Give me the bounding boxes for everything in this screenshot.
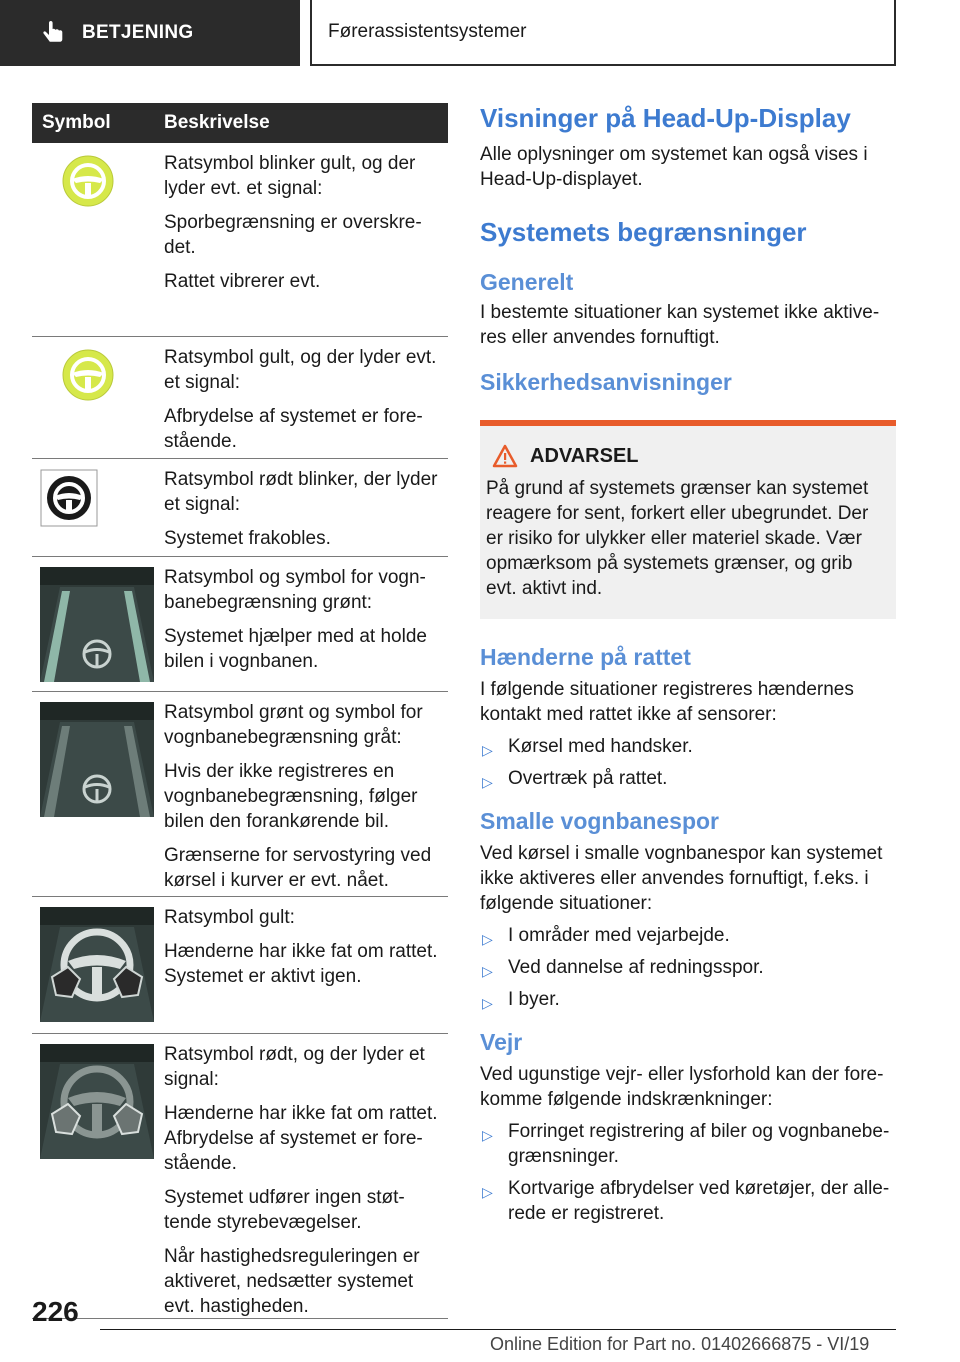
bullet-triangle-icon: ▷ — [482, 1184, 493, 1200]
row-text: Ratsymbol gult, og der lyder evt. et signal: — [164, 347, 437, 393]
column-header-symbol: Symbol — [42, 112, 111, 133]
paragraph-narrow-lanes: Ved kørsel i smalle vognbanespor kan systemet ikke aktiveres eller anvendes fornuftigt, f.eks. i følgende situationer: — [480, 843, 883, 914]
table-row — [32, 459, 448, 557]
paragraph-weather: Ved ugunstige vejr- eller lysforhold kan der fore-komme følgende indskrænkninger: — [480, 1064, 884, 1110]
row-text: Rattet vibrerer evt. — [164, 271, 321, 292]
warning-box — [480, 420, 896, 619]
list-item: ▷ Kortvarige afbrydelser ved køretøjer, der alle-rede er registreret. — [482, 1178, 890, 1224]
warning-text: På grund af systemets grænser kan systemet reagere for sent, forkert eller ubegrundet. Der er risiko for ulykker eller materiel skade. Vær opmærksom på systemets grænser, og grib evt. aktivt ind. — [486, 478, 869, 599]
row-text: Ratsymbol gult: — [164, 907, 295, 928]
row-text: Ratsymbol rødt blinker, der lyder et signal: — [164, 469, 438, 515]
hand-pointer-icon — [40, 20, 66, 46]
bullet-triangle-icon: ▷ — [482, 931, 493, 947]
table-row — [32, 692, 448, 897]
row-text: Grænserne for servostyring ved kørsel i kurver er evt. nået. — [164, 845, 432, 891]
heading-safety: Sikkerhedsanvisninger — [480, 369, 732, 395]
heading-head-up-display: Visninger på Head-Up-Display — [480, 103, 851, 133]
row-text: Ratsymbol grønt og symbol for vognbanebegrænsning gråt: — [164, 702, 423, 748]
row-text: Afbrydelse af systemet er fore-stående. — [164, 406, 423, 452]
row-text: Systemet hjælper med at holde bilen i vognbanen. — [164, 626, 427, 672]
list-item: ▷ Kørsel med handsker. — [480, 734, 896, 759]
row-text: Hænderne har ikke fat om rattet. Systemet er aktivt igen. — [164, 941, 438, 987]
hands-on-wheel-red-icon — [40, 1044, 154, 1159]
bullet-triangle-icon: ▷ — [482, 742, 493, 758]
heading-narrow-lanes: Smalle vognbanespor — [480, 808, 720, 834]
row-text: Hvis der ikke registreres en vognbanebegrænsning, følger bilen den forankørende bil. — [164, 761, 418, 832]
heading-general: Generelt — [480, 269, 574, 295]
bullet-triangle-icon: ▷ — [482, 995, 493, 1011]
page-number: 226 — [32, 1296, 79, 1327]
row-text: Ratsymbol blinker gult, og der lyder evt. et signal: — [164, 153, 416, 199]
steering-wheel-yellow-icon — [40, 347, 144, 407]
paragraph-head-up-display: Alle oplysninger om systemet kan også vises i Head-Up-displayet. — [480, 144, 868, 190]
bullet-triangle-icon: ▷ — [482, 774, 493, 790]
row-text: Når hastighedsreguleringen er aktiveret, nedsætter systemet evt. hastigheden. — [164, 1246, 420, 1317]
heading-hands-on-wheel: Hænderne på rattet — [480, 644, 691, 670]
narrow-list — [480, 923, 896, 1012]
chapter-title: Førerassistentsystemer — [328, 21, 527, 42]
lane-green-wheel-icon — [40, 567, 154, 682]
row-text: Ratsymbol rødt, og der lyder et signal: — [164, 1044, 425, 1090]
paragraph-hands-on-wheel: I følgende situationer registreres hændernes kontakt med rattet ikke af sensorer: — [480, 679, 854, 725]
list-item: ▷ Overtræk på rattet. — [480, 766, 896, 791]
column-header-description: Beskrivelse — [164, 112, 270, 133]
table-row — [32, 337, 448, 459]
table-row — [32, 557, 448, 692]
heading-system-limits: Systemets begrænsninger — [480, 217, 807, 247]
list-item: ▷ Ved dannelse af redningsspor. — [480, 955, 896, 980]
table-row — [32, 1034, 448, 1319]
lane-gray-wheel-icon — [40, 702, 154, 817]
paragraph-general: I bestemte situationer kan systemet ikke aktive-res eller anvendes fornuftigt. — [480, 302, 880, 348]
table-row — [32, 143, 448, 337]
steering-wheel-black-icon — [40, 469, 98, 527]
row-text: Sporbegrænsning er overskre-det. — [164, 212, 422, 258]
row-text: Systemet udfører ingen støt-tende styrebevægelser. — [164, 1187, 405, 1233]
symbol-table — [32, 103, 448, 1319]
hands-on-wheel-icon — [40, 907, 154, 1022]
row-text: Systemet frakobles. — [164, 528, 331, 549]
warning-title: ADVARSEL — [530, 444, 639, 467]
footer-edition: Online Edition for Part no. 01402666875 - VI/19 — [490, 1334, 870, 1354]
bullet-triangle-icon: ▷ — [482, 963, 493, 979]
right-column — [480, 100, 896, 1226]
warning-triangle-icon — [492, 444, 518, 468]
footer-divider — [100, 1329, 896, 1330]
steering-wheel-yellow-icon — [40, 153, 144, 213]
weather-list — [480, 1119, 896, 1226]
table-row — [32, 897, 448, 1034]
chapter-title-box — [310, 0, 896, 66]
table-header — [32, 103, 448, 143]
hands-list — [480, 734, 896, 791]
list-item: ▷ Forringet registrering af biler og vognbanebe-grænsninger. — [482, 1121, 890, 1167]
bullet-triangle-icon: ▷ — [482, 1127, 493, 1143]
section-label: BETJENING — [82, 22, 194, 43]
section-tab — [0, 0, 300, 66]
heading-weather: Vejr — [480, 1029, 523, 1055]
list-item: ▷ I områder med vejarbejde. — [480, 923, 896, 948]
row-text: Hænderne har ikke fat om rattet. Afbrydelse af systemet er fore-stående. — [164, 1103, 438, 1174]
list-item: ▷ I byer. — [480, 987, 896, 1012]
row-text: Ratsymbol og symbol for vogn-banebegrænsning grønt: — [164, 567, 426, 613]
